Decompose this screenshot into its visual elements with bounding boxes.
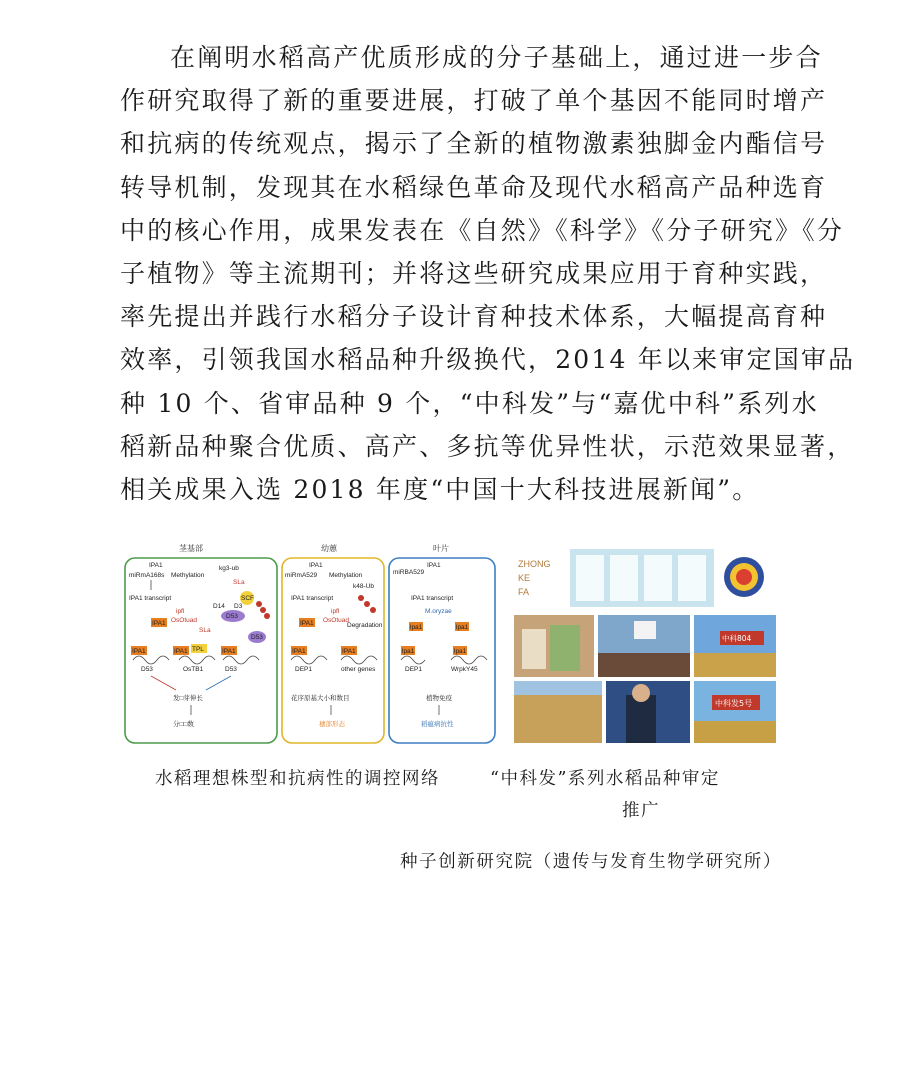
node-label: miRmA529	[285, 572, 318, 579]
paragraph-line: 种 10 个、省审品种 9 个，“中科发”与“嘉优中科”系列水	[120, 388, 819, 418]
photo-sign-text: 中科发5号	[715, 699, 753, 708]
node-label: OsOtuad	[323, 617, 350, 624]
zhongkefa-logo	[514, 545, 566, 610]
node-label: D53	[225, 666, 237, 673]
paragraph-line: 子植物》等主流期刊；并将这些研究成果应用于育种实践，	[120, 258, 828, 288]
award-seal	[724, 557, 764, 597]
node-label: ipfl	[331, 608, 340, 615]
panel-stem-base	[125, 543, 277, 743]
node-label: IPA1	[342, 648, 356, 655]
node-label: kg3-ub	[219, 565, 239, 572]
node-label: Methylation	[329, 572, 363, 579]
variety-photo-collage	[514, 545, 776, 743]
paragraph-line: 和抗病的传统观点，揭示了全新的植物激素独脚金内酯信号	[120, 129, 828, 159]
logo-text: KE	[518, 573, 531, 583]
node-label: 分□□数	[173, 721, 194, 728]
node-label: lpa1	[402, 648, 415, 655]
node-label: D53	[141, 666, 153, 673]
node-label: IPA1 transcript	[291, 595, 334, 602]
node-label: ipfl	[176, 608, 185, 615]
node-label: miRBA529	[393, 569, 425, 576]
logo-text: ZHONG	[518, 559, 551, 569]
node-label: IPA1	[300, 620, 314, 627]
node-label: IPA1	[292, 648, 306, 655]
node-label: 稻瘟病抗性	[421, 721, 454, 728]
photo-sign-text: 中科804	[722, 634, 752, 643]
node-label: 发□芽伸长	[173, 695, 203, 702]
node-label: 植物免疫	[426, 695, 452, 702]
paragraph-line: 在阐明水稻高产优质形成的分子基础上，通过进一步合	[170, 43, 823, 72]
panel-young-panicle	[282, 543, 384, 743]
node-label: OsOtuad	[171, 617, 198, 624]
node-label: DEP1	[405, 666, 422, 673]
caption-left: 水稻理想株型和抗病性的调控网络	[155, 769, 440, 789]
node-label: TPL	[192, 646, 204, 653]
node-label: IPA1	[174, 648, 188, 655]
node-label: D53	[226, 613, 238, 620]
node-label: D3	[234, 603, 243, 610]
node-label: Methylation	[171, 572, 205, 579]
panel-title: 幼蕙	[321, 544, 337, 553]
panel-title: 茎基部	[179, 544, 203, 553]
paragraph-line: 中的核心作用，成果发表在《自然》《科学》《分子研究》《分	[120, 215, 845, 245]
node-label: Degradation	[347, 622, 383, 629]
node-label: IPA1	[427, 562, 441, 569]
node-label: IPA1	[309, 562, 323, 569]
regulatory-network-diagram	[121, 540, 499, 745]
node-label: lpa1	[456, 624, 469, 631]
node-label: DEP1	[295, 666, 312, 673]
node-label: other genes	[341, 666, 376, 673]
node-label: IPA1	[149, 562, 163, 569]
node-label: lpa1	[410, 624, 423, 631]
node-label: WrpkY45	[451, 666, 478, 673]
node-label: IPA1	[222, 648, 236, 655]
panel-leaf	[389, 543, 495, 743]
source-attribution: 种子创新研究院（遗传与发育生物学研究所）	[400, 852, 782, 872]
node-label: SLa	[233, 579, 245, 586]
node-label: D14	[213, 603, 225, 610]
node-label: IPA1 transcript	[129, 595, 172, 602]
paragraph-line: 作研究取得了新的重要进展，打破了单个基因不能同时增产	[120, 86, 828, 116]
caption-right: 推广	[622, 801, 660, 821]
paragraph-line: 率先提出并践行水稻分子设计育种技术体系，大幅提高育种	[120, 302, 828, 332]
node-label: IPA1	[132, 648, 146, 655]
node-label: 花序原基大小和数目	[291, 695, 350, 702]
logo-text: FA	[518, 587, 530, 597]
node-label: SLa	[199, 627, 211, 634]
paragraph-line: 稻新品种聚合优质、高产、多抗等优异性状，示范效果显著，	[120, 431, 855, 461]
paragraph-line: 转导机制，发现其在水稻绿色革命及现代水稻高产品种选育	[120, 172, 828, 202]
paragraph-line: 相关成果入选 2018 年度“中国十大科技进展新闻”。	[120, 474, 760, 504]
node-label: 穗部形态	[319, 721, 345, 728]
node-label: D53	[251, 634, 263, 641]
node-label: lpa1	[454, 648, 467, 655]
caption-right: “中科发”系列水稻品种审定	[490, 769, 720, 789]
node-label: IPA1 transcript	[411, 595, 454, 602]
body-paragraph	[120, 36, 856, 511]
node-label: M.oryzae	[425, 608, 452, 615]
node-label: k48-Ub	[353, 583, 374, 590]
node-label: SCF	[241, 595, 254, 602]
node-label: IPA1	[152, 620, 166, 627]
node-label: OsTB1	[183, 666, 204, 673]
panel-title: 叶片	[433, 544, 449, 553]
node-label: miRmA168s	[129, 572, 165, 579]
paragraph-line: 效率，引领我国水稻品种升级换代，2014 年以来审定国审品	[120, 345, 856, 375]
